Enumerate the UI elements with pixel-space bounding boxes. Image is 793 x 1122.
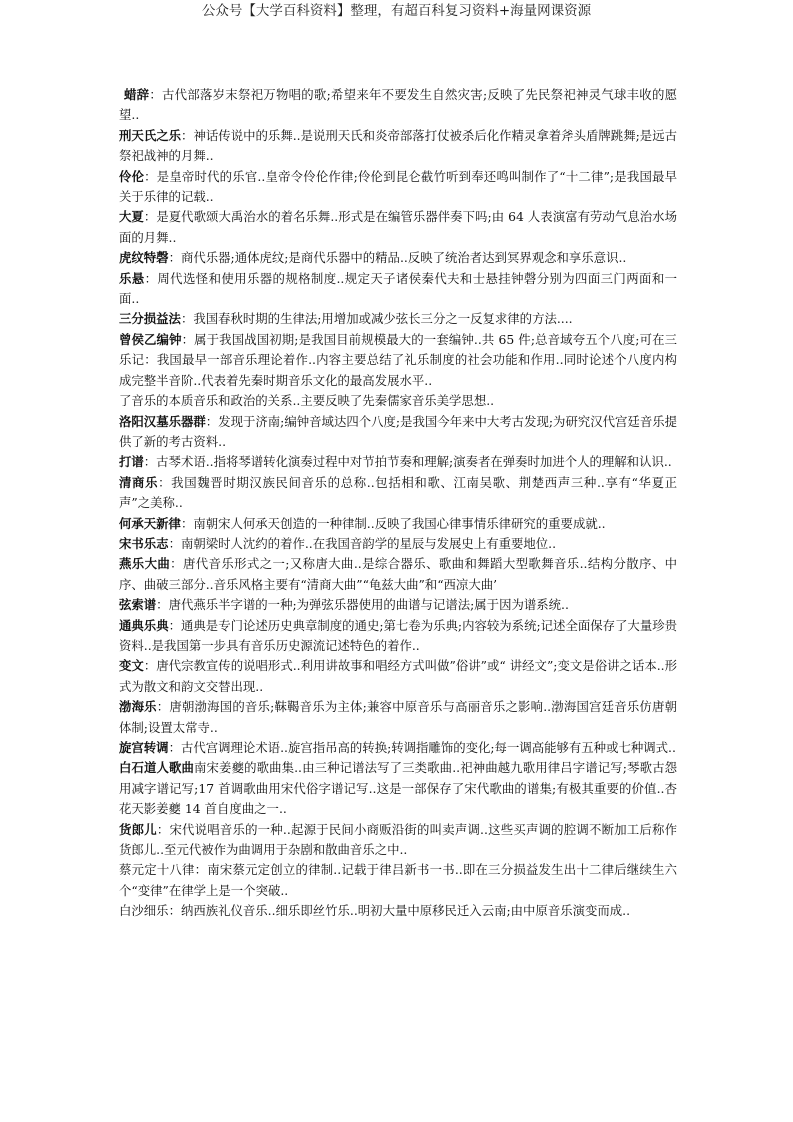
entry-term: 蜡辞 xyxy=(124,87,150,102)
entry-text: 通典是专门论述历史典章制度的通史;第七卷为乐典;内容较为系统;记述全面保存了大量珍贵资料..是我国第一步具有音乐历史源流记述特色的着作.. xyxy=(119,617,678,653)
page-header xyxy=(0,3,793,19)
entry-text: 发现于济南;编钟音域达四个八度;是我国今年来中大考古发现;为研究汉代宫廷音乐提供了新的考古资料.. xyxy=(119,413,678,449)
entry-xuangong-zhuandiao: 旋宫转调：古代宫调理论术语..旋宫指吊高的转换;转调指雕饰的变化;每一调高能够有五种或七种调式.. xyxy=(119,740,676,755)
entry-term: 燕乐大曲 xyxy=(119,556,171,572)
entry-text: 我国春秋时期的生律法;用增加或减少弦长三分之一反复求律的方法.... xyxy=(193,311,573,327)
entry-term: 洛阳汉墓乐器群 xyxy=(119,413,206,429)
entry-text: 南朝宋人何承天创造的一种律制..反映了我国心律事情乐律研究的重要成就.. xyxy=(193,515,606,531)
entry-term: 大夏 xyxy=(119,209,144,225)
entry-yuexuan: 乐悬：周代选怪和使用乐器的规格制度..规定天子诸侯秦代夫和士悬挂钟磬分别为四面三门两面和一面.. xyxy=(119,270,677,307)
entry-term: 刑天氏之乐 xyxy=(119,127,182,143)
entry-text: 唐朝渤海国的音乐;靺鞨音乐为主体;兼容中原音乐与高丽音乐之影响..渤海国宫廷音乐仿唐朝体制;设置太常寺.. xyxy=(119,699,678,735)
entry-text: 古代部落岁末祭祀万物唱的歌;希望来年不要发生自然灾害;反映了先民祭祀神灵气球丰收的愿望.. xyxy=(119,87,678,123)
entry-term: 宋书乐志 xyxy=(119,535,169,551)
entry-term: 通典乐典 xyxy=(119,617,169,633)
entry-term: 白石道人歌曲 xyxy=(119,760,195,776)
entry-songshu-yuezhi: 宋书乐志：南朝梁时人沈约的着作..在我国音韵学的星辰与发展史上有重要地位.. xyxy=(119,535,557,551)
entry-term: 渤海乐 xyxy=(119,699,157,715)
entry-text: 唐代宗教宣传的说唱形式..利用讲故事和唱经方式叫做”俗讲”或“ 讲经文”;变文是俗讲之话本..形式为散文和韵文交替出现.. xyxy=(119,658,678,694)
entry-yanyue-daqu: 燕乐大曲：唐代音乐形式之一;又称唐大曲..是综合器乐、歌曲和舞蹈大型歌舞音乐..结构分散序、中序、曲破三部分..音乐风格主要有“清商大曲”“龟兹大曲”和“西凉大曲’ xyxy=(119,556,678,592)
entry-term: 何承天新律 xyxy=(119,515,181,531)
entry-term: 变文 xyxy=(119,658,144,674)
entry-baisha-xiyue: 白沙细乐：纳西族礼仪音乐..细乐即丝竹乐..明初大量中原移民迁入云南;由中原音乐演变而成.. xyxy=(119,903,631,919)
entry-term: 白沙细乐 xyxy=(119,903,169,919)
entry-xiansuopu: 弦索谱：唐代燕乐半字谱的一种;为弹弦乐器使用的曲谱与记谱法;属于因为谱系统.. xyxy=(119,597,569,613)
entry-text: 属于我国战国初期;是我国目前规模最大的一套编钟..共 65 件;总音域夸五个八度;可在三乐记：我国最早一部音乐理论着作..内容主要总结了礼乐制度的社会功能和作用..同时论述个八度内构成完整半音阶..代表着先秦时期音乐文化的最高发展水平.. xyxy=(119,331,678,388)
entry-sanfen-sunyi: 三分损益法：我国春秋时期的生律法;用增加或减少弦长三分之一反复求律的方法.... xyxy=(119,311,573,327)
document-body xyxy=(119,85,677,922)
entry-term: 伶伦 xyxy=(119,168,145,184)
entry-text: 是夏代歌颂大禹治水的着名乐舞..形式是在编管乐器伴奏下吗;由 64 人表演富有劳动气息治水场面的月舞.. xyxy=(119,209,678,245)
entry-text: 古代宫调理论术语..旋宫指吊高的转换;转调指雕饰的变化;每一调高能够有五种或七种调式.. xyxy=(180,740,676,755)
entry-xingtianshi: 刑天氏之乐：神话传说中的乐舞..是说刑天氏和炎帝部落打仗被杀后化作精灵拿着斧头盾牌跳舞;是远古祭祀战神的月舞.. xyxy=(119,127,678,164)
entry-hechengtian-xinlv: 何承天新律：南朝宋人何承天创造的一种律制..反映了我国心律事情乐律研究的重要成就.. xyxy=(119,515,606,531)
entry-dapu: 打谱：古琴术语..指将琴谱转化演奏过程中对节拍节奏和理解;演奏者在弹奏时加进个人的理解和认识.. xyxy=(119,454,672,470)
entry-text: 唐代音乐形式之一;又称唐大曲..是综合器乐、歌曲和舞蹈大型歌舞音乐..结构分散序、中序、曲破三部分..音乐风格主要有“清商大曲”“龟兹大曲”和“西凉大曲’ xyxy=(119,556,678,592)
entry-term: 货郎儿 xyxy=(119,821,157,837)
entry-text: 了音乐的本质音乐和政治的关系..主要反映了先秦儒家音乐美学思想.. xyxy=(119,393,495,409)
entry-text: 古琴术语..指将琴谱转化演奏过程中对节拍节奏和理解;演奏者在弹奏时加进个人的理解和认识.. xyxy=(156,454,672,470)
header-title: 公众号【大学百科资料】整理，有超百科复习资料+海量网课资源 xyxy=(201,3,592,19)
entry-tongdian-yuedian: 通典乐典：通典是专门论述历史典章制度的通史;第七卷为乐典;内容较为系统;记述全面保存了大量珍贵资料..是我国第一步具有音乐历史源流记述特色的着作.. xyxy=(119,617,678,653)
entry-text: 唐代燕乐半字谱的一种;为弹弦乐器使用的曲谱与记谱法;属于因为谱系统.. xyxy=(168,597,569,613)
entry-term: 打谱 xyxy=(119,454,144,470)
entry-huolanger: 货郎儿：宋代说唱音乐的一种..起源于民间小商贩沿街的叫卖声调..这些买声调的腔调不断加工后称作货郎儿..至元代被作为曲调用于杂剧和散曲音乐之中.. xyxy=(119,821,678,858)
entry-bianwen: 变文：唐代宗教宣传的说唱形式..利用讲故事和唱经方式叫做”俗讲”或“ 讲经文”;变文是俗讲之话本..形式为散文和韵文交替出现.. xyxy=(119,658,678,694)
entry-huwen-teqing: 虎纹特磬：商代乐器;通体虎纹;是商代乐器中的精品..反映了统治者达到冥界观念和享乐意识.. xyxy=(119,250,627,266)
entry-text: 南宋蔡元定创立的律制..记载于律吕新书一书..即在三分损益发生出十二律后继续生六个“变律”在律学上是一个突破.. xyxy=(119,862,678,898)
entry-text: 我国魏晋时期汉族民间音乐的总称..包括相和歌、江南吴歌、荆楚西声三种..享有“华夏正声”之美称.. xyxy=(119,474,678,511)
entry-term: 蔡元定十八律 xyxy=(119,862,195,878)
entry-zhaci: 蜡辞：古代部落岁末祭祀万物唱的歌;希望来年不要发生自然灾害;反映了先民祭祀神灵气球丰收的愿望.. xyxy=(119,87,678,123)
entry-term: 弦索谱 xyxy=(119,597,157,613)
entry-qingshangyue: 清商乐：我国魏晋时期汉族民间音乐的总称..包括相和歌、江南吴歌、荆楚西声三种..享有“华夏正声”之美称.. xyxy=(119,474,678,511)
entry-term: 曾侯乙编钟 xyxy=(119,331,182,347)
entry-text: 是皇帝时代的乐官..皇帝令伶伦作律;伶伦到昆仑截竹听到奉还鸣叫制作了“十二律”;是我国最早关于乐律的记载.. xyxy=(119,168,678,205)
entry-text: 纳西族礼仪音乐..细乐即丝竹乐..明初大量中原移民迁入云南;由中原音乐演变而成.. xyxy=(180,903,631,919)
entry-baishi-daoren xyxy=(119,758,677,819)
entry-bohaiyue: 渤海乐：唐朝渤海国的音乐;靺鞨音乐为主体;兼容中原音乐与高丽音乐之影响..渤海国宫廷音乐仿唐朝体制;设置太常寺.. xyxy=(119,699,678,735)
entry-term: 虎纹特磬 xyxy=(119,250,169,266)
entry-daxia: 大夏：是夏代歌颂大禹治水的着名乐舞..形式是在编管乐器伴奏下吗;由 64 人表演富有劳动气息治水场面的月舞.. xyxy=(119,209,678,245)
entry-luoyang-hanmu: 洛阳汉墓乐器群：发现于济南;编钟音域达四个八度;是我国今年来中大考古发现;为研究汉代宫廷音乐提供了新的考古资料.. xyxy=(119,413,678,449)
entry-term: 清商乐 xyxy=(119,474,159,490)
entry-zenghouyi-bianzhong: 曾侯乙编钟：属于我国战国初期;是我国目前规模最大的一套编钟..共 65 件;总音域夸五个八度;可在三乐记：我国最早一部音乐理论着作..内容主要总结了礼乐制度的社会功能和作用..同时论述个八度内构成完整半音阶..代表着先秦时期音乐文化的最高发展水平.. xyxy=(119,331,678,388)
entry-continuation xyxy=(119,391,677,411)
entry-text: 南宋姜夔的歌曲集..由三种记谱法写了三类歌曲..祀神曲越九歌用律吕字谱记写;琴歌古怨用减字谱记写;17 首调歌曲用宋代俗字谱记写..这是一部保存了宋代歌曲的谱集;有极其重要的价值..杏花天影姜夔 14 首自度曲之一.. xyxy=(119,760,677,817)
entry-term: 旋宫转调 xyxy=(119,740,169,755)
entry-caiyuanding: 蔡元定十八律：南宋蔡元定创立的律制..记载于律吕新书一书..即在三分损益发生出十二律后继续生六个“变律”在律学上是一个突破.. xyxy=(119,862,678,898)
entry-text: 周代选怪和使用乐器的规格制度..规定天子诸侯秦代夫和士悬挂钟磬分别为四面三门两面和一面.. xyxy=(119,270,677,307)
entry-text: 商代乐器;通体虎纹;是商代乐器中的精品..反映了统治者达到冥界观念和享乐意识.. xyxy=(180,250,627,266)
entry-linglun: 伶伦：是皇帝时代的乐官..皇帝令伶伦作律;伶伦到昆仑截竹听到奉还鸣叫制作了“十二律”;是我国最早关于乐律的记载.. xyxy=(119,168,678,205)
entry-term: 乐悬 xyxy=(119,270,145,286)
entry-text: 神话传说中的乐舞..是说刑天氏和炎帝部落打仗被杀后化作精灵拿着斧头盾牌跳舞;是远古祭祀战神的月舞.. xyxy=(119,127,678,164)
entry-term: 三分损益法 xyxy=(119,311,181,327)
entry-text: 南朝梁时人沈约的着作..在我国音韵学的星辰与发展史上有重要地位.. xyxy=(180,535,557,551)
entry-text: 宋代说唱音乐的一种..起源于民间小商贩沿街的叫卖声调..这些买声调的腔调不断加工后称作货郎儿..至元代被作为曲调用于杂剧和散曲音乐之中.. xyxy=(119,821,678,858)
